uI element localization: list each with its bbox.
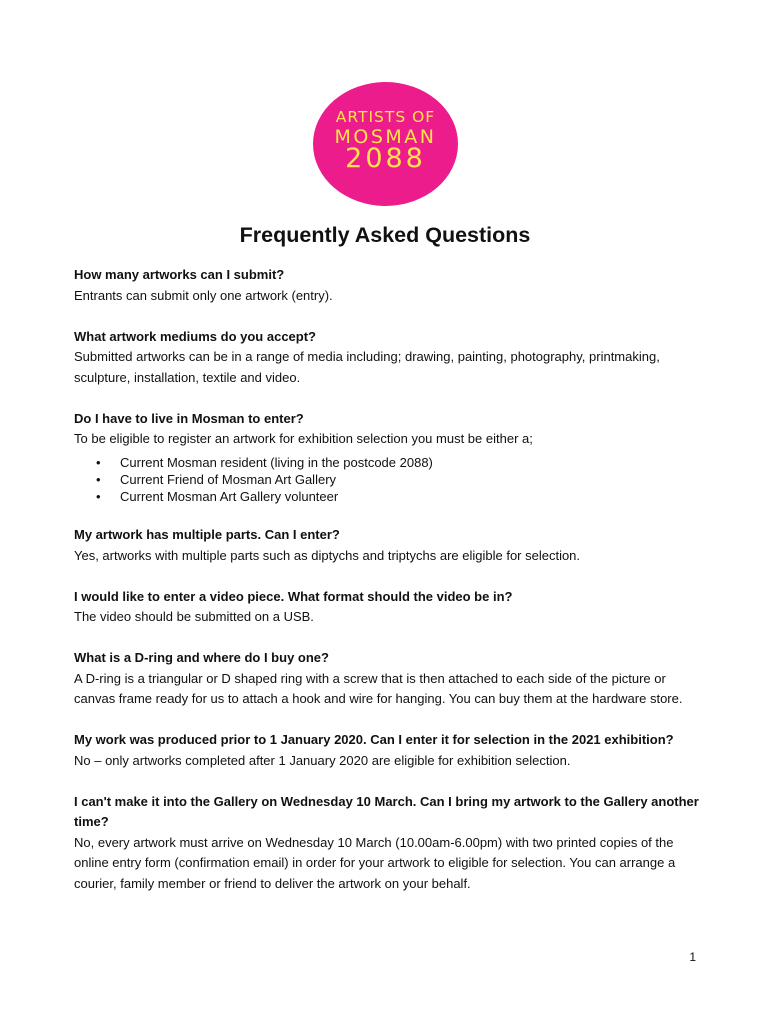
faq-item [74, 409, 704, 505]
faq-item [74, 792, 704, 895]
faq-question: Do I have to live in Mosman to enter? [74, 410, 304, 426]
faq-question: How many artworks can I submit? [74, 267, 285, 282]
bullet-item: • Current Mosman resident (living in the postcode 2088) [96, 454, 704, 471]
faq-answer: Entrants can submit only one artwork (entry). [74, 287, 333, 303]
faq-question: What artwork mediums do you accept? [74, 328, 316, 344]
faq-answer: Submitted artworks can be in a range of media including; drawing, painting, photography, printmaking, sculpture, installation, textile and video. [74, 349, 660, 385]
faq-question: My work was produced prior to 1 January 2020. Can I enter it for selection in the 2021 exhibition? [74, 732, 674, 747]
logo-line-2: MOSMAN [334, 126, 437, 148]
logo-line-3: 2088 [345, 143, 426, 174]
faq-question: I can't make it into the Gallery on Wednesday 10 March. Can I bring my artwork to the Gallery another time? [74, 793, 699, 829]
artists-of-mosman-2088-logo [313, 82, 458, 206]
faq-item [74, 587, 704, 628]
faq-item [74, 525, 704, 566]
faq-list [74, 265, 704, 915]
faq-question: I would like to enter a video piece. What format should the video be in? [74, 588, 513, 604]
faq-answer: The video should be submitted on a USB. [74, 609, 314, 624]
faq-answer: A D-ring is a triangular or D shaped ring with a screw that is then attached to each side of the picture or canvas frame ready for us to attach a hook and wire for hanging. You can buy them at the hardware store. [74, 670, 683, 706]
bullet-item: • Current Mosman Art Gallery volunteer [96, 488, 704, 505]
faq-answer: No, every artwork must arrive on Wednesday 10 March (10.00am-6.00pm) with two printed copies of the online entry form (confirmation email) in order for your artwork to eligible for selection. You can arrange a courier, family member or friend to deliver the artwork on your behalf. [74, 834, 676, 891]
faq-answer: Yes, artworks with multiple parts such as diptychs and triptychs are eligible for selection. [74, 547, 581, 563]
faq-answer: No – only artworks completed after 1 January 2020 are eligible for exhibition selection. [74, 752, 571, 768]
page-title: Frequently Asked Questions [239, 223, 531, 247]
faq-item [74, 265, 704, 306]
page-number: 1 [689, 950, 696, 964]
faq-item [74, 327, 704, 389]
faq-question: My artwork has multiple parts. Can I enter? [74, 527, 340, 542]
bullet-item: • Current Friend of Mosman Art Gallery [96, 471, 704, 488]
logo-line-1: ARTISTS OF [335, 108, 436, 126]
faq-item [74, 648, 704, 710]
faq-answer: To be eligible to register an artwork for exhibition selection you must be either a; [74, 431, 533, 446]
faq-item [74, 730, 704, 771]
faq-question: What is a D-ring and where do I buy one? [74, 650, 329, 665]
eligibility-bullet-list [74, 454, 704, 505]
